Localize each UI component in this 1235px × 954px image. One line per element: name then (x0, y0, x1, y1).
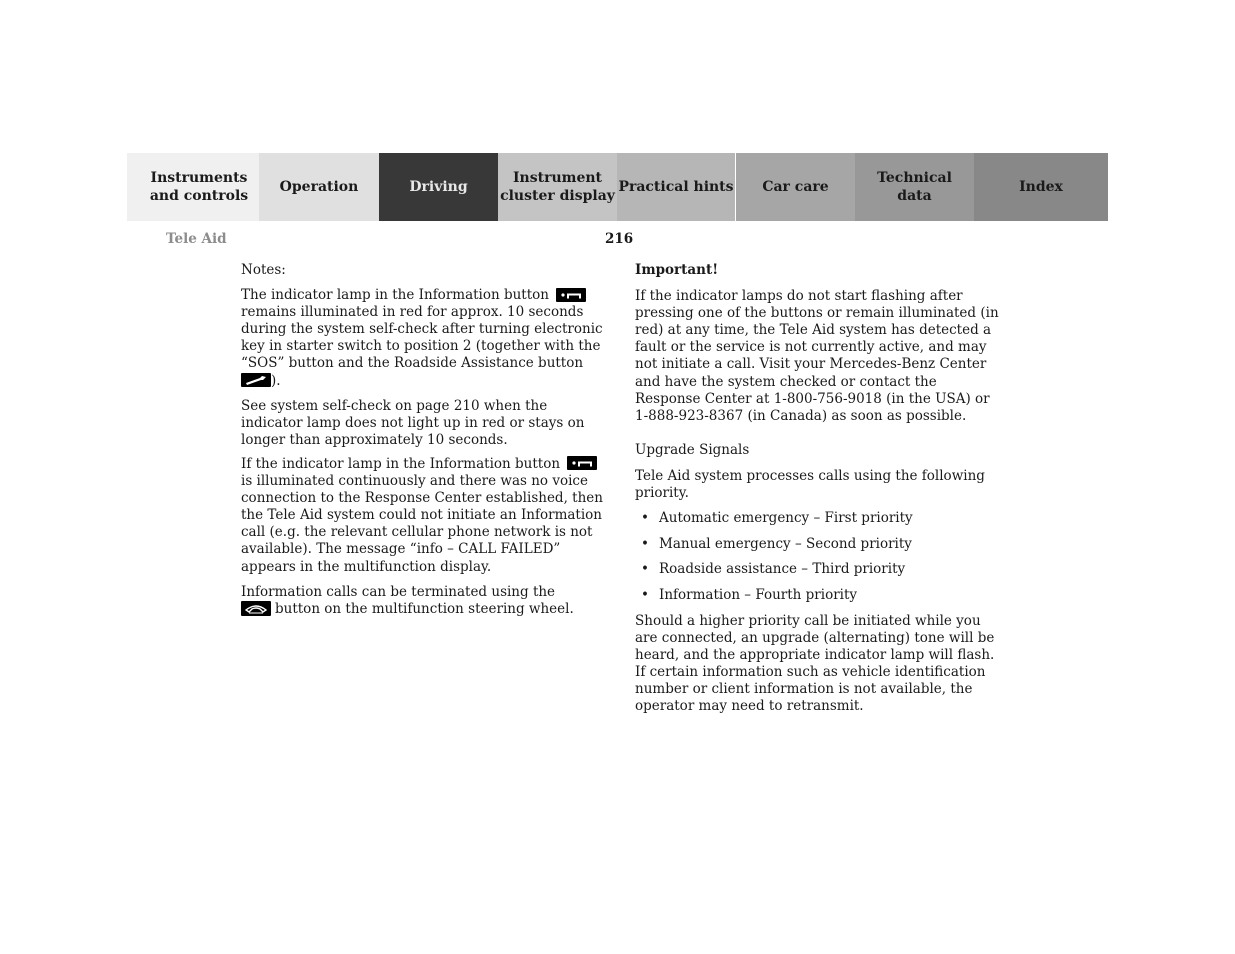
note-paragraph-1 (241, 287, 606, 390)
tab-car-care[interactable] (736, 153, 855, 221)
page-number: 216 (605, 231, 634, 247)
tab-practical-hints[interactable] (617, 153, 736, 221)
tab-technical-data[interactable] (855, 153, 974, 221)
tab-label: Operation (279, 179, 359, 195)
left-column (241, 262, 606, 618)
information-button-icon (556, 288, 586, 302)
note-1-text-b: remains illuminated in red for approx. 10 seconds during the system self-check after turning electronic key in starter switch to position 2 (together with the “SOS” button and the Roadside Assistance button (241, 304, 603, 372)
information-button-icon (567, 456, 597, 470)
tab-label: Instruments and controls (149, 170, 249, 204)
right-column (635, 262, 1000, 716)
tab-driving[interactable] (379, 153, 498, 221)
important-heading: Important! (635, 262, 719, 278)
note-3-text-b: is illuminated continuously and there was no voice connection to the Response Center established, then the Tele Aid system could not initiate an Information call (e.g. the relevant cellular phone network is not available). The message “info – CALL FAILED” appears in the multifunction display. (241, 473, 603, 575)
tab-operation[interactable] (259, 153, 379, 221)
note-1-text-a: The indicator lamp in the Information button (241, 287, 549, 304)
list-item: • Manual emergency – Second priority (635, 536, 1000, 553)
list-item: • Information – Fourth priority (635, 587, 1000, 604)
note-paragraph-4 (241, 584, 606, 618)
tab-label: Car care (762, 179, 829, 195)
tab-label: Driving (409, 179, 468, 195)
tab-label: Index (1019, 179, 1063, 195)
list-item: • Automatic emergency – First priority (635, 510, 1000, 527)
priority-list (635, 510, 1000, 604)
tab-instruments-and-controls[interactable] (127, 153, 259, 221)
roadside-assistance-button-icon (241, 373, 271, 387)
section-title: Tele Aid (166, 231, 227, 247)
tab-label: Practical hints (618, 179, 734, 195)
priority-intro: Tele Aid system processes calls using the following priority. (635, 467, 985, 502)
tab-index[interactable] (974, 153, 1108, 221)
note-3-text-a: If the indicator lamp in the Information button (241, 455, 561, 472)
tab-instrument-cluster-display[interactable] (498, 153, 617, 221)
important-paragraph: If the indicator lamps do not start flashing after pressing one of the buttons or remain illuminated (in red) at any time, the Tele Aid system has detected a fault or the service is not currently active, and may not initiate a call. Visit your Mercedes-Benz Center and have the system checked or contact the Response Center at 1-800-756-9018 (in the USA) or 1-888-923-8367 (in Canada) as soon as possible. (635, 288, 999, 424)
note-4-text-b: button on the multifunction steering wheel. (275, 600, 574, 617)
list-item: • Roadside assistance – Third priority (635, 561, 1000, 578)
note-4-text-a: Information calls can be terminated using the (241, 583, 556, 600)
upgrade-paragraph: Should a higher priority call be initiated while you are connected, an upgrade (alternating) tone will be heard, and the appropriate indicator lamp will flash. If certain information such as vehicle identification number or client information is not available, the operator may need to retransmit. (635, 613, 995, 715)
upgrade-signals-heading: Upgrade Signals (635, 441, 750, 458)
notes-heading: Notes: (241, 262, 286, 278)
note-paragraph-3 (241, 456, 606, 576)
chapter-tabs (127, 153, 1108, 221)
tab-label: Instrument cluster display (500, 170, 615, 204)
note-paragraph-2: See system self-check on page 210 when the indicator lamp does not light up in red or stays on longer than approximately 10 seconds. (241, 397, 585, 448)
end-call-button-icon (241, 601, 271, 616)
tab-label: Technical data (877, 170, 952, 204)
note-1-text-c: ). (271, 372, 281, 389)
